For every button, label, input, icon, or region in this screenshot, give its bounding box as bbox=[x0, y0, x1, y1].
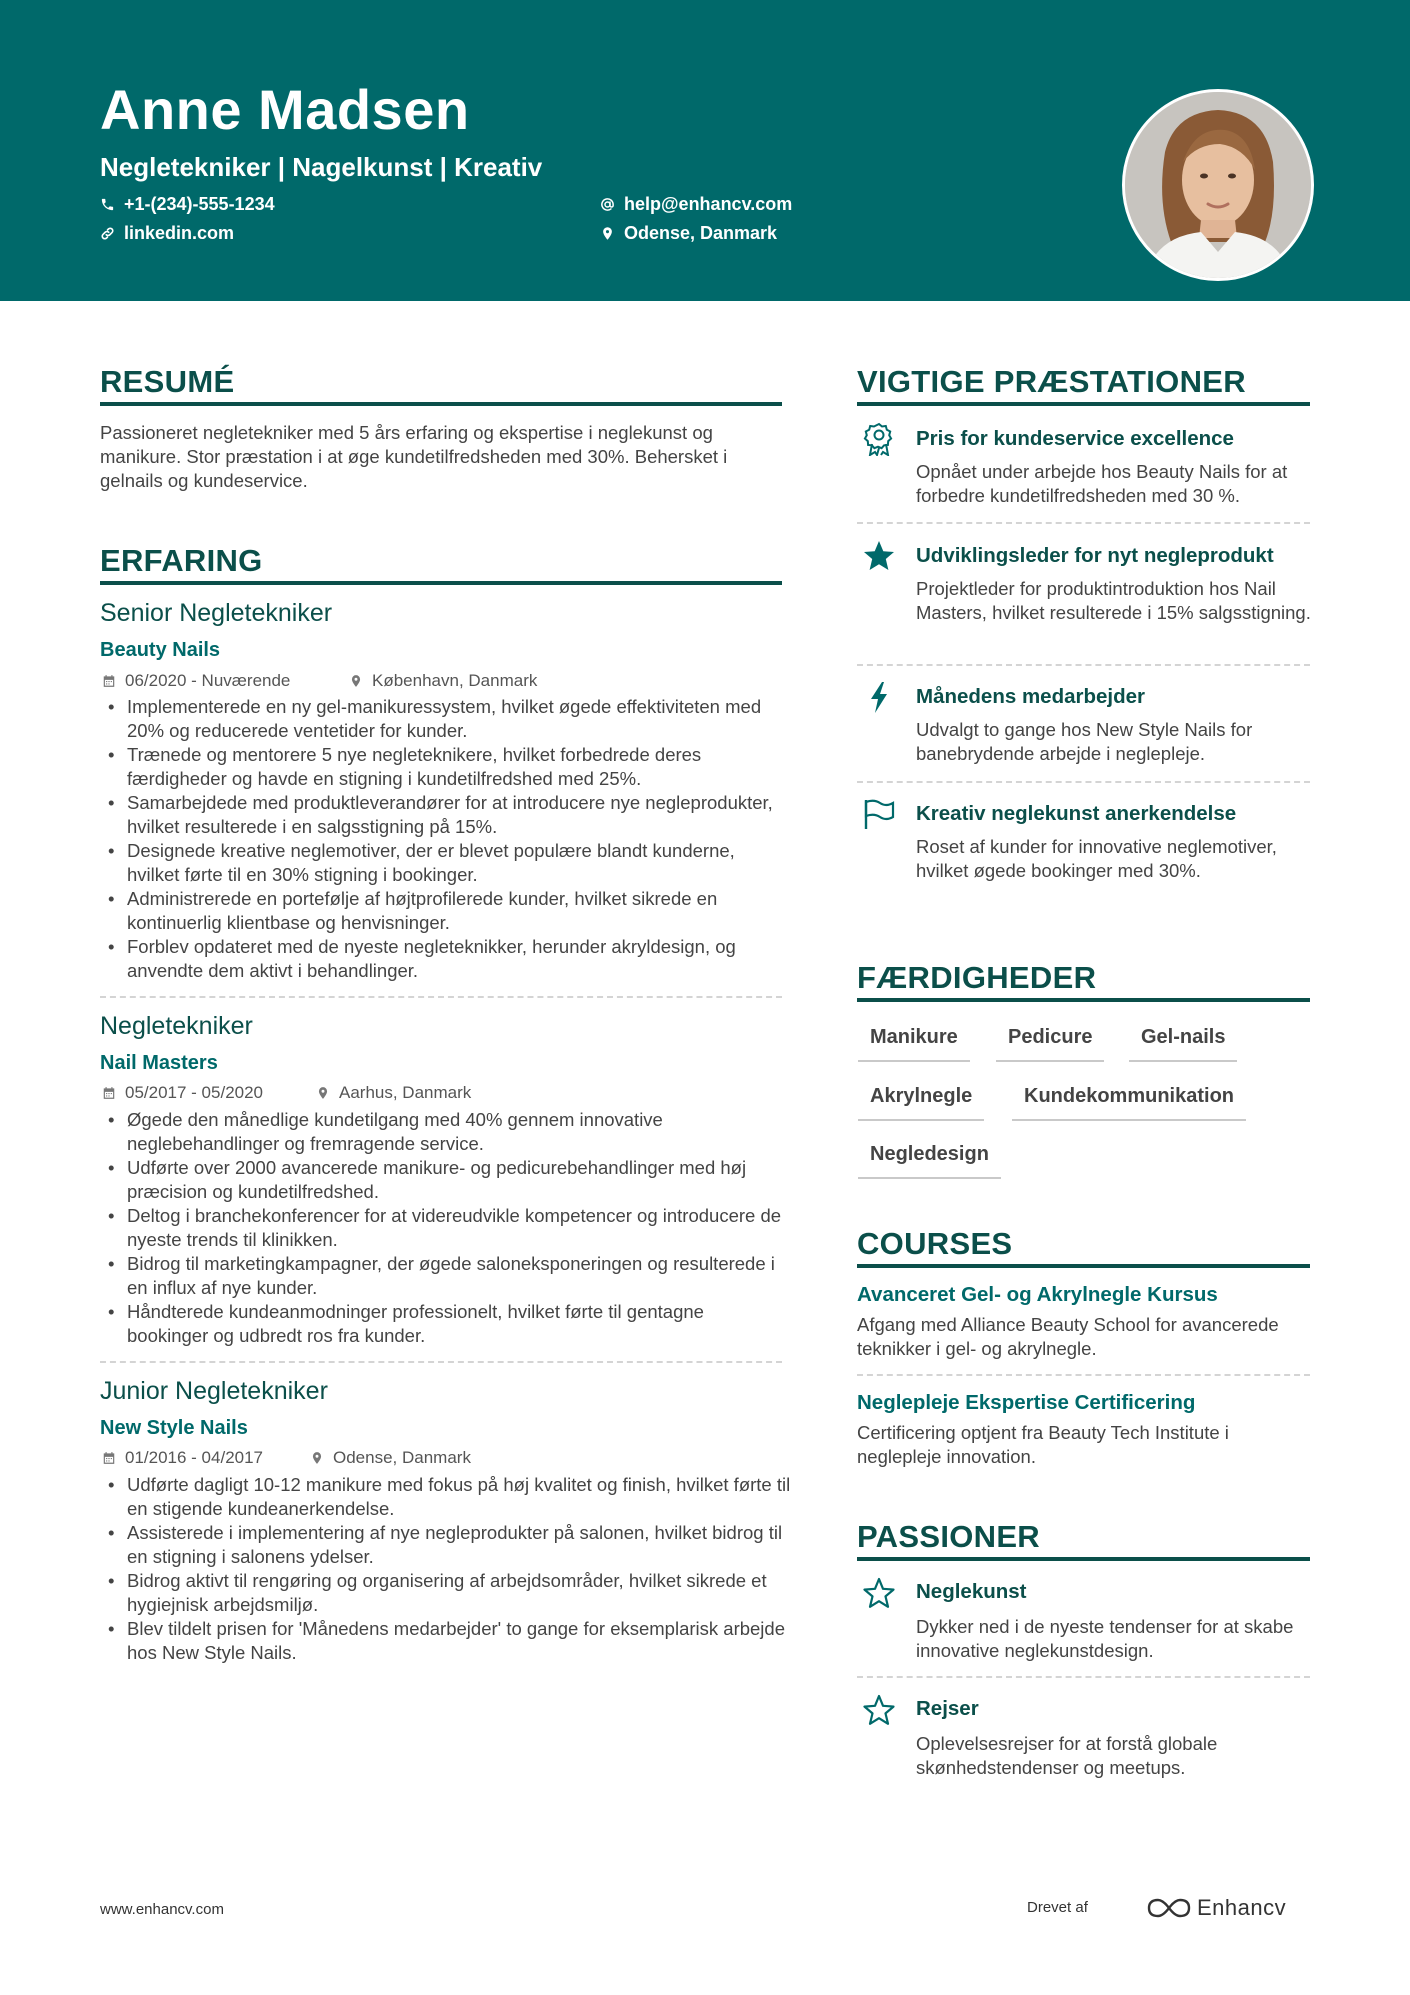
passions-rule bbox=[857, 1557, 1310, 1561]
job-location-text: København, Danmark bbox=[372, 671, 538, 690]
achievement-title: Månedens medarbejder bbox=[916, 685, 1145, 708]
at-icon bbox=[600, 197, 615, 212]
linkedin-text: linkedin.com bbox=[124, 223, 235, 243]
list-item: • Øgede den månedlige kundetilgang med 40% gennem innovative neglebehandlinger og fremragende service. bbox=[127, 1108, 782, 1156]
list-item: • Blev tildelt prisen for 'Månedens medarbejder' to gange for eksemplarisk arbejde hos New Style Nails. bbox=[127, 1617, 807, 1665]
location-text: Odense, Danmark bbox=[624, 223, 778, 243]
star-outline-icon bbox=[862, 1693, 896, 1727]
calendar-icon bbox=[102, 1086, 116, 1100]
star-outline-icon bbox=[862, 1576, 896, 1610]
job-bullets bbox=[100, 1473, 807, 1665]
phone-icon bbox=[100, 197, 115, 212]
achievement-title: Udviklingsleder for nyt negleprodukt bbox=[916, 544, 1274, 567]
calendar-icon bbox=[102, 674, 116, 688]
list-item: • Implementerede en ny gel-manikuressystem, hvilket øgede effektiviteten med 20% og reducerede ventetider for kunder. bbox=[127, 695, 782, 743]
job-location bbox=[316, 1084, 471, 1101]
company-name: New Style Nails bbox=[100, 1417, 248, 1439]
map-pin-icon bbox=[600, 226, 615, 241]
list-item: • Assisterede i implementering af nye negleprodukter på salonen, hvilket bidrog til en stigning i salonens ydelser. bbox=[127, 1521, 807, 1569]
summary-rule bbox=[100, 402, 782, 406]
list-item: • Forblev opdateret med de nyeste negleteknikker, herunder akryldesign, og anvendte dem aktivt i behandlinger. bbox=[127, 935, 782, 983]
passion-title: Neglekunst bbox=[916, 1580, 1027, 1603]
job-dates-text: 06/2020 - Nuværende bbox=[125, 671, 291, 690]
profile-photo bbox=[1122, 89, 1314, 281]
achievement-text: Opnået under arbejde hos Beauty Nails for at forbedre kundetilfredsheden med 30 %. bbox=[916, 461, 1288, 506]
skill-tag: Akrylnegle bbox=[858, 1086, 984, 1121]
achievements-rule bbox=[857, 402, 1310, 406]
achievement-text: Roset af kunder for innovative neglemotiver, hvilket øgede bookinger med 30%. bbox=[916, 836, 1277, 881]
passions-heading: PASSIONER bbox=[857, 1519, 1040, 1554]
experience-rule bbox=[100, 581, 782, 585]
company-name: Beauty Nails bbox=[100, 639, 221, 661]
list-item: • Udførte over 2000 avancerede manikure- og pedicurebehandlinger med høj præcision og kundetilfredshed. bbox=[127, 1156, 782, 1204]
summary-heading: RESUMÉ bbox=[100, 364, 235, 399]
job-title: Negletekniker bbox=[100, 1012, 253, 1040]
courses-rule bbox=[857, 1264, 1310, 1268]
skill-tag: Pedicure bbox=[996, 1027, 1104, 1062]
divider bbox=[857, 781, 1310, 783]
divider bbox=[857, 522, 1310, 524]
candidate-name: Anne Madsen bbox=[100, 78, 470, 141]
achievement-text: Udvalgt to gange hos New Style Nails for banebrydende arbejde i neglepleje. bbox=[916, 719, 1253, 764]
lightning-icon bbox=[862, 680, 896, 714]
achievements-heading: VIGTIGE PRÆSTATIONER bbox=[857, 364, 1246, 399]
location-contact bbox=[600, 224, 777, 242]
list-item: • Trænede og mentorere 5 nye negleteknikere, hvilket forbedrede deres færdigheder og havde en stigning i kundetilfredshed med 25%. bbox=[127, 743, 782, 791]
list-item: • Samarbejdede med produktleverandører for at introducere nye negleprodukter, hvilket resulterede i en salgsstigning på 15%. bbox=[127, 791, 782, 839]
calendar-icon bbox=[102, 1451, 116, 1465]
list-item: • Bidrog aktivt til rengøring og organisering af arbejdsområder, hvilket sikrede et hygiejnisk arbejdsmiljø. bbox=[127, 1569, 807, 1617]
courses-heading: COURSES bbox=[857, 1226, 1013, 1261]
list-item: • Deltog i branchekonferencer for at videreudvikle kompetencer og introducere de nyeste trends til klinikken. bbox=[127, 1204, 782, 1252]
job-location bbox=[349, 672, 537, 689]
job-bullets bbox=[100, 1108, 782, 1348]
passion-text: Dykker ned i de nyeste tendenser for at skabe innovative neglekunstdesign. bbox=[916, 1616, 1294, 1661]
skills-rule bbox=[857, 998, 1310, 1002]
list-item: • Administrerede en portefølje af højtprofilerede kunder, hvilket sikrede en kontinuerlig klientbase og henvisninger. bbox=[127, 887, 782, 935]
job-bullets bbox=[100, 695, 782, 983]
email-text: help@enhancv.com bbox=[624, 194, 793, 214]
course-text: Certificering optjent fra Beauty Tech Institute i neglepleje innovation. bbox=[857, 1422, 1229, 1467]
link-icon bbox=[100, 226, 115, 241]
passion-text: Oplevelsesrejser for at forstå globale skønhedstendenser og meetups. bbox=[916, 1733, 1218, 1778]
footer-brand[interactable]: Enhancv bbox=[1197, 1895, 1287, 1920]
map-pin-icon bbox=[316, 1086, 330, 1100]
job-title: Senior Negletekniker bbox=[100, 599, 333, 627]
course-text: Afgang med Alliance Beauty School for avancerede teknikker i gel- og akrylnegle. bbox=[857, 1314, 1279, 1359]
skill-tag: Manikure bbox=[858, 1027, 970, 1062]
job-dates bbox=[102, 1449, 263, 1466]
award-ribbon-icon bbox=[862, 422, 896, 456]
list-item: • Håndterede kundeanmodninger professionelt, hvilket førte til gentagne bookinger og udbredt ros fra kunder. bbox=[127, 1300, 782, 1348]
course-title: Avanceret Gel- og Akrylnegle Kursus bbox=[857, 1283, 1218, 1306]
enhancv-logo-icon bbox=[1146, 1896, 1192, 1920]
flag-icon bbox=[862, 797, 896, 831]
email-contact[interactable] bbox=[600, 195, 792, 213]
job-dates bbox=[102, 672, 290, 689]
summary-text: Passioneret negletekniker med 5 års erfaring og ekspertise i neglekunst og manikure. Stor præstation i at øge kundetilfredsheden med 30%. Behersket i gelnails og kundeservice. bbox=[100, 422, 728, 491]
divider bbox=[857, 1374, 1310, 1376]
phone-text: +1-(234)-555-1234 bbox=[124, 194, 275, 214]
skill-tag: Negledesign bbox=[858, 1144, 1001, 1179]
map-pin-icon bbox=[349, 674, 363, 688]
achievement-title: Pris for kundeservice excellence bbox=[916, 427, 1234, 450]
linkedin-contact[interactable] bbox=[100, 224, 234, 242]
passion-title: Rejser bbox=[916, 1697, 979, 1720]
header-banner bbox=[0, 0, 1410, 301]
footer-powered-by: Drevet af bbox=[1027, 1899, 1088, 1916]
job-dates bbox=[102, 1084, 263, 1101]
list-item: • Designede kreative neglemotiver, der er blevet populære blandt kunderne, hvilket førte til en 30% stigning i bookinger. bbox=[127, 839, 782, 887]
map-pin-icon bbox=[310, 1451, 324, 1465]
job-location-text: Aarhus, Danmark bbox=[339, 1083, 472, 1102]
skill-tag: Gel-nails bbox=[1129, 1027, 1237, 1062]
skill-tag: Kundekommunikation bbox=[1012, 1086, 1246, 1121]
divider bbox=[857, 664, 1310, 666]
job-dates-text: 05/2017 - 05/2020 bbox=[125, 1083, 264, 1102]
skills-heading: FÆRDIGHEDER bbox=[857, 960, 1097, 995]
list-item: • Udførte dagligt 10-12 manikure med fokus på høj kvalitet og finish, hvilket førte til en stigende kundeanerkendelse. bbox=[127, 1473, 807, 1521]
list-item: • Bidrog til marketingkampagner, der øgede saloneksponeringen og resulterede i en influx af nye kunder. bbox=[127, 1252, 782, 1300]
footer-website[interactable]: www.enhancv.com bbox=[100, 1901, 224, 1918]
divider bbox=[100, 1361, 782, 1363]
course-title: Neglepleje Ekspertise Certificering bbox=[857, 1391, 1196, 1414]
divider bbox=[100, 996, 782, 998]
phone-contact[interactable] bbox=[100, 195, 275, 213]
job-title: Junior Negletekniker bbox=[100, 1377, 328, 1405]
company-name: Nail Masters bbox=[100, 1052, 218, 1074]
job-location bbox=[310, 1449, 471, 1466]
divider bbox=[857, 1676, 1310, 1678]
job-location-text: Odense, Danmark bbox=[333, 1448, 471, 1467]
experience-heading: ERFARING bbox=[100, 543, 263, 578]
achievement-title: Kreativ neglekunst anerkendelse bbox=[916, 802, 1237, 825]
achievement-text: Projektleder for produktintroduktion hos Nail Masters, hvilket resulterede i 15% salgsstigning. bbox=[916, 578, 1311, 623]
candidate-title: Negletekniker | Nagelkunst | Kreativ bbox=[100, 152, 543, 182]
star-filled-icon bbox=[862, 539, 896, 573]
job-dates-text: 01/2016 - 04/2017 bbox=[125, 1448, 264, 1467]
